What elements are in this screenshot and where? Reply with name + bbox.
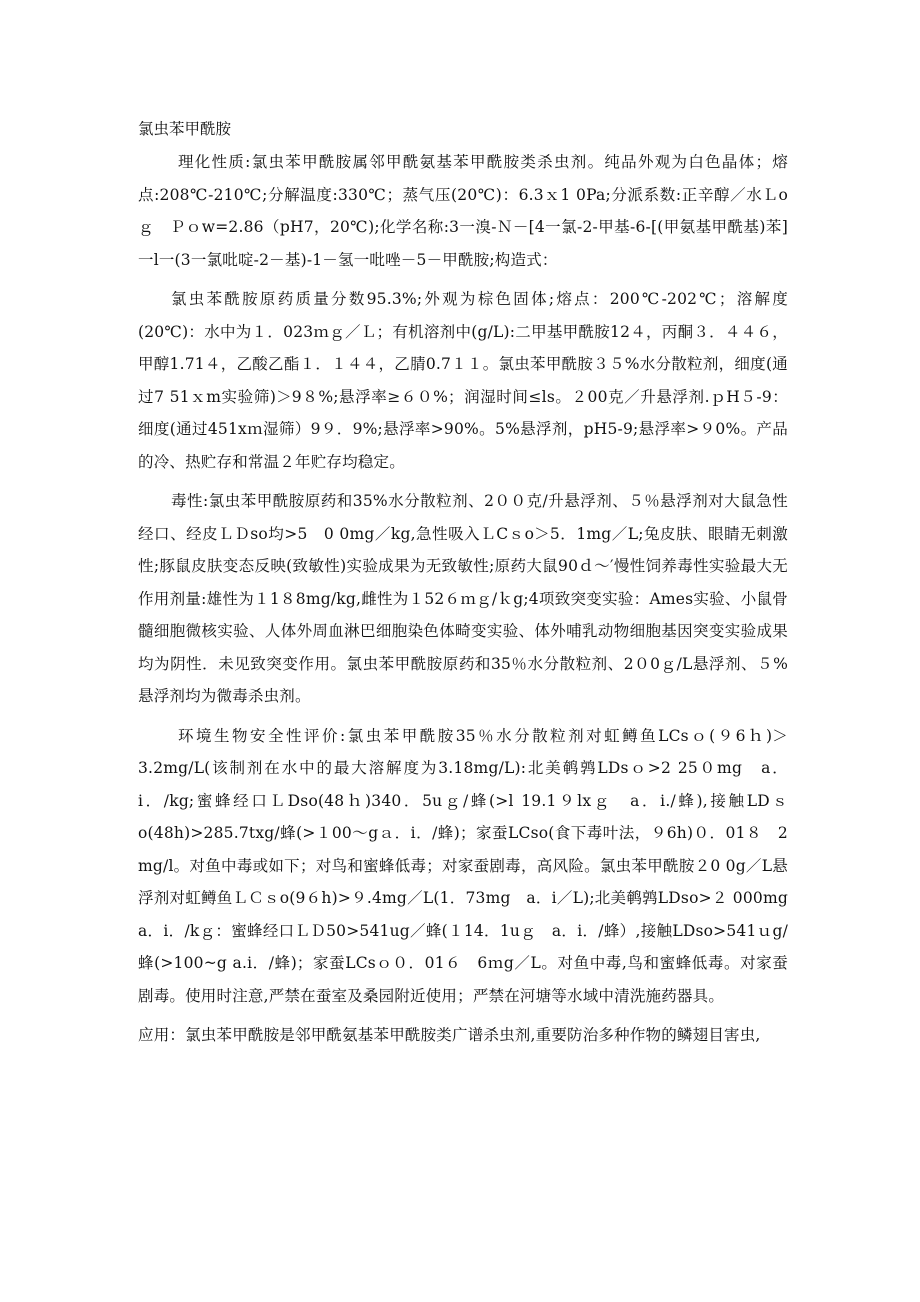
- paragraph-technical-material: 氯虫苯酰胺原药质量分数95.3%;外观为棕色固体;熔点：200℃-202℃；溶解度(20℃)：水中为１．023ｍｇ／Ｌ；有机溶剂中(g/L):二甲基甲酰胺12４，丙酮３．４４６，甲醇1.71４，乙酸乙酯１．１４４，乙腈0.7１１。氯虫苯甲酰胺３５%水分散粒剂，细度(通过7 51ｘm实验筛)＞9８%;悬浮率≥６０%；润湿时间≤ls。２00克／升悬浮剂.ｐH５-9：细度(通过451xｍ湿筛）9９．9%;悬浮率>90%。5%悬浮剂，pH5-9;悬浮率>９0%。产品的冷、热贮存和常温２年贮存均稳定。: [138, 290, 788, 471]
- document-page: [138, 116, 804, 1059]
- paragraph-environmental-safety: 环境生物安全性评价:氯虫苯甲酰胺35％水分散粒剂对虹鳟鱼LCsｏ(９6ｈ)＞3.2mg/L(该制剂在水中的最大溶解度为3.18mg/L):北美鹌鹑LDsｏ>2 25０mg a．i．/kg;蜜蜂经口ＬDso(48ｈ)340．5uｇ/蜂(>l 19.1９lxｇ a．i./蜂),接触LDｓo(48h)>285.7txg/蜂(>１00～gａ．i．/蜂)；家蚕LCso(食下毒叶法，９6h)０．01８ 2 mg/l。对鱼中毒或如下；对鸟和蜜蜂低毒；对家蚕剧毒，高风险。氯虫苯甲酰胺２0 0g／L悬浮剂对虹鳟鱼ＬＣｓo(9６h)>９.4mg／L(1．73mg a．i／L);北美鹌鹑LDso>２ 000mg a．i．/kｇ：蜜蜂经口ＬＤ50>541ug／蜂(１14．1uｇ a．i．/蜂）,接触LDso>541ｕg/蜂(>100~g a.i．/蜂)；家蚕LCsｏ０．01６ 6ｍg／L。对鱼中毒,鸟和蜜蜂低毒。对家蚕剧毒。使用时注意,严禁在蚕室及桑园附近使用；严禁在河塘等水域中清洗施药器具。: [138, 726, 804, 1005]
- document-title: 氯虫苯甲酰胺: [138, 120, 232, 138]
- paragraph-properties: 理化性质:氯虫苯甲酰胺属邻甲酰氨基苯甲酰胺类杀虫剂。纯品外观为白色晶体；熔点:208℃-210℃;分解温度:330℃；蒸气压(20℃)：6.3ｘ1 0Pa;分派系数:正辛醇／水Ｌoｇ Ｐｏw=2.86（pH7，20℃);化学名称:3一溴-Ｎ－[4一氯-2-甲基-6-[(甲氨基甲酰基)苯]一l一(3一氯吡啶-2－基)-1－氢一吡唑－5－甲酰胺;构造式：: [138, 153, 788, 269]
- paragraph-toxicity: 毒性:氯虫苯甲酰胺原药和35%水分散粒剂、2００克/升悬浮剂、５％悬浮剂对大鼠急性经口、经皮ＬＤso均>5 0 0mg／kg,急性吸入ＬCｓo＞5．1mg／L;兔皮肤、眼睛无刺激性;豚鼠皮肤变态反映(致敏性)实验成果为无致敏性;原药大鼠90ｄ～′慢性饲养毒性实验最大无作用剂量:雄性为１1８8mg/kg,雌性为１52６ｍｇ/ｋg;4项致突变实验：Ames实验、小鼠骨髓细胞微核实验、人体外周血淋巴细胞染色体畸变实验、体外哺乳动物细胞基因突变实验成果均为阴性．未见致突变作用。氯虫苯甲酰胺原药和35％水分散粒剂、2０0ｇ/L悬浮剂、５%悬浮剂均为微毒杀虫剂。: [138, 492, 788, 705]
- paragraph-application: 应用：氯虫苯甲酰胺是邻甲酰氨基苯甲酰胺类广谱杀虫剂,重要防治多种作物的鳞翅目害虫,: [138, 1026, 761, 1044]
